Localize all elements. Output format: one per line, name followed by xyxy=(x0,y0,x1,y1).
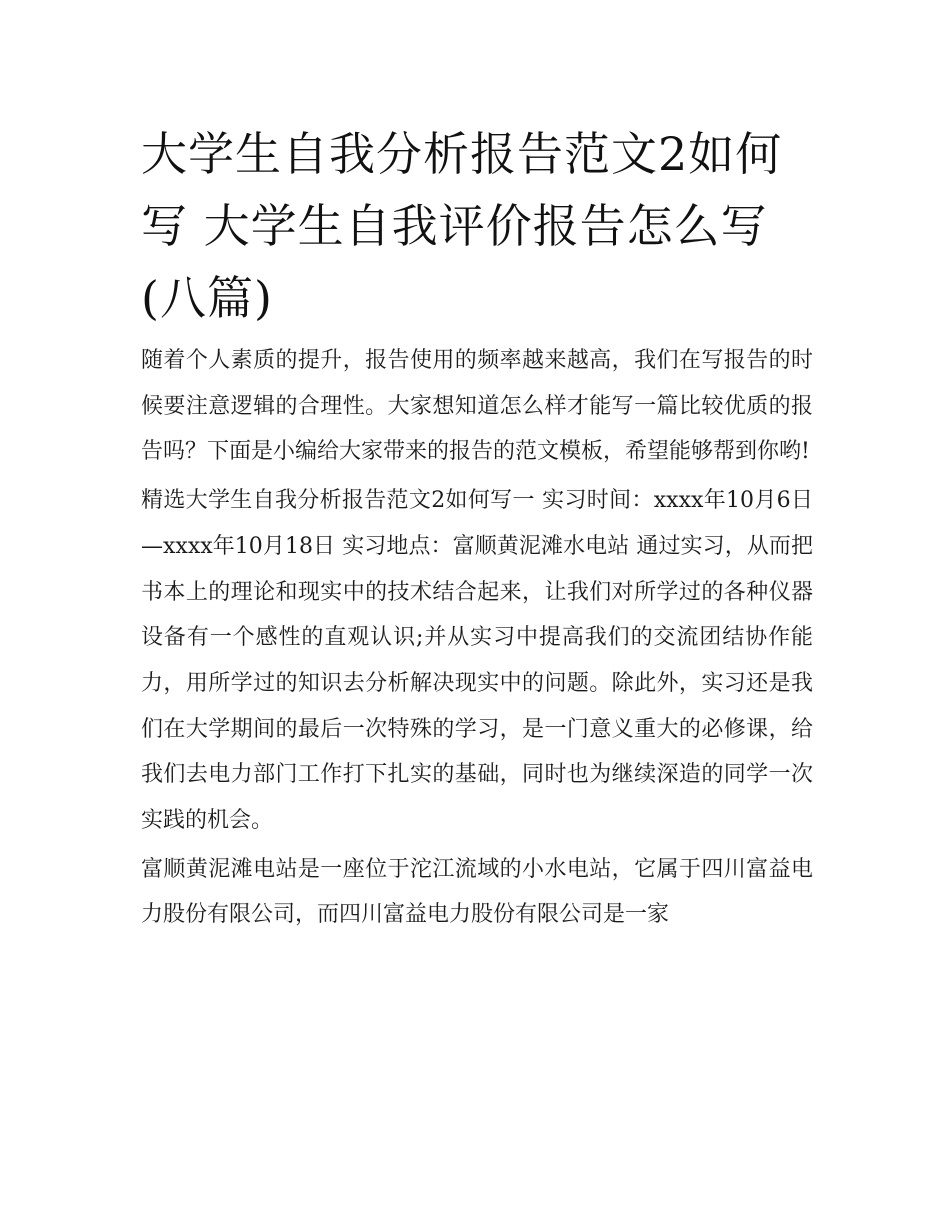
document-title: 大学生自我分析报告范文2如何写 大学生自我评价报告怎么写(八篇) xyxy=(141,127,783,325)
document-body xyxy=(141,118,813,938)
body-paragraph: 精选大学生自我分析报告范文2如何写一 实习时间：xxxx年10月6日—xxxx年10月18日 实习地点：富顺黄泥滩水电站 通过实习，从而把书本上的理论和现实中的技术结合起来，让我们对所学过的各种仪器设备有一个感性的直观认识;并从实习中提高我们的交流团结协作能力，用所学过的知识去分析解决现实中的问题。除此外，实习还是我们在大学期间的最后一次特殊的学习，是一门意义重大的必修课，给我们去电力部门工作打下扎实的基础，同时也为继续深造的同学一次实践的机会。 xyxy=(141,488,813,834)
body-paragraph: 富顺黄泥滩电站是一座位于沱江流域的小水电站，它属于四川富益电力股份有限公司，而四川富益电力股份有限公司是一家 xyxy=(141,856,813,928)
intro-paragraph: 随着个人素质的提升，报告使用的频率越来越高，我们在写报告的时候要注意逻辑的合理性。大家想知道怎么样才能写一篇比较优质的报告吗？下面是小编给大家带来的报告的范文模板，希望能够帮到你哟! xyxy=(141,348,813,465)
